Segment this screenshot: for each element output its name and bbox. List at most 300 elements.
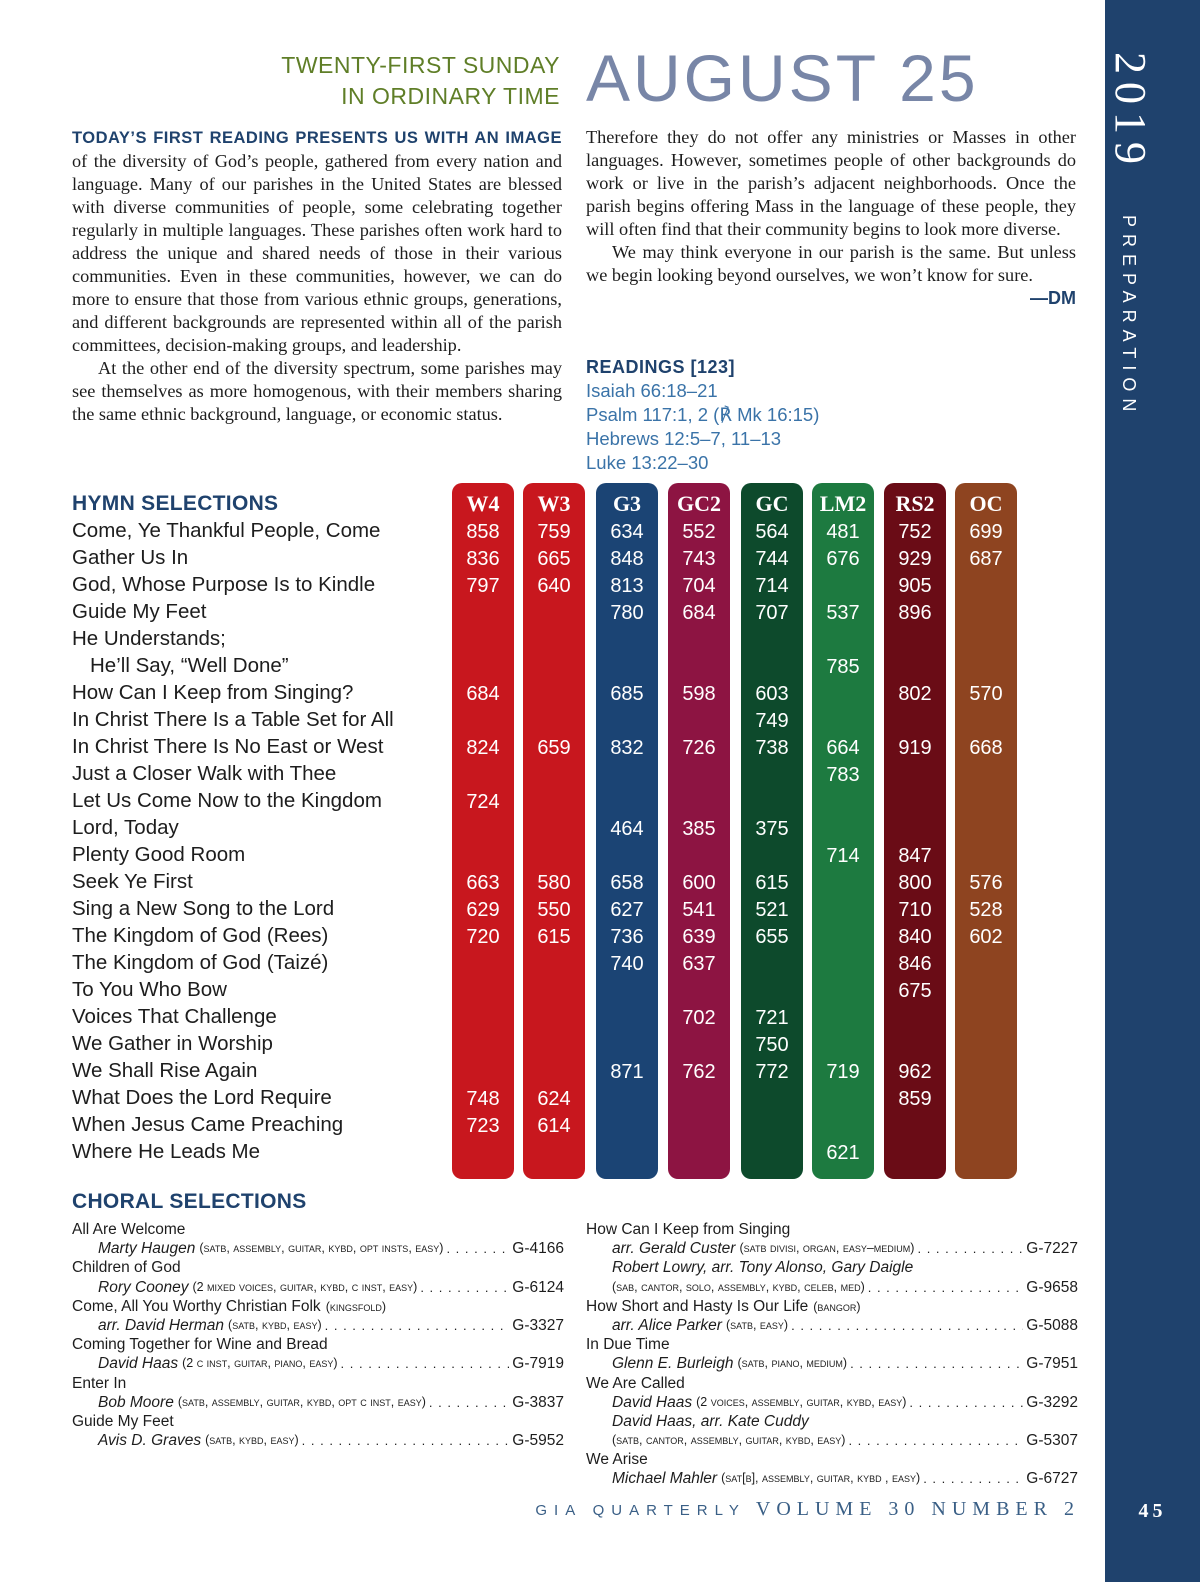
hymn-number: 598 xyxy=(682,683,716,705)
hymn-number xyxy=(596,843,658,870)
choral-arrangement xyxy=(586,1469,1078,1488)
hymn-number: 714 xyxy=(826,845,860,867)
hymn-number: 736 xyxy=(610,926,644,948)
hymn-number: 859 xyxy=(898,1088,932,1110)
hymn-number xyxy=(812,1113,874,1140)
hymn-number: 749 xyxy=(755,710,789,732)
choral-title-text: Coming Together for Wine and Bread xyxy=(72,1336,328,1354)
hymn-number: 624 xyxy=(537,1088,571,1110)
hymn-number xyxy=(523,1059,585,1086)
author-signature: —DM xyxy=(1030,288,1076,308)
choral-voicing: (satb, piano, medium) xyxy=(737,1356,848,1371)
hymn-number: 615 xyxy=(755,872,789,894)
hymn-number xyxy=(884,1032,946,1059)
hymn-title: He Understands; xyxy=(72,627,226,650)
choral-voicing: (sab, cantor, solo, assembly, kybd, celeb, med) xyxy=(612,1279,865,1294)
hymn-number xyxy=(452,978,514,1005)
article-paragraph-2-end: Therefore they do not offer any ministries or Masses in other languages. However, sometimes people of other backgrounds do work or live in the parish’s adjacent neighborhoods. Once the parish begins offering Mass in the language of these people, they will often find that their community begins to look more diverse. xyxy=(586,127,1076,239)
hymn-number xyxy=(452,843,514,870)
hymn-number: 655 xyxy=(755,926,789,948)
hymn-number: 896 xyxy=(898,602,932,624)
hymn-number: 637 xyxy=(682,953,716,975)
hymn-number: 464 xyxy=(610,818,644,840)
hymn-title: God, Whose Purpose Is to Kindle xyxy=(72,573,376,596)
choral-tune-name: (bangor) xyxy=(813,1299,861,1314)
hymn-number: 740 xyxy=(610,953,644,975)
page-footer xyxy=(460,1498,1080,1521)
hymn-number: 783 xyxy=(826,764,860,786)
hymn-number: 704 xyxy=(682,575,716,597)
hymn-number xyxy=(523,978,585,1005)
hymn-number: 905 xyxy=(898,575,932,597)
hymn-number xyxy=(596,978,658,1005)
choral-title-text: Children of God xyxy=(72,1259,181,1277)
hymn-number xyxy=(452,627,514,654)
dot-leader xyxy=(420,1278,509,1297)
choral-title xyxy=(586,1374,1078,1393)
hymn-number: 797 xyxy=(466,575,500,597)
hymn-number xyxy=(452,1005,514,1032)
hymnal-code: LM2 xyxy=(819,491,867,516)
liturgical-day xyxy=(230,50,560,112)
hymnal-code: W4 xyxy=(466,491,500,516)
sidebar-year: 2019 xyxy=(1106,52,1155,172)
hymn-number: 541 xyxy=(682,899,716,921)
octavo-code: G-4166 xyxy=(512,1240,564,1258)
dot-leader xyxy=(909,1393,1023,1412)
octavo-code: G-6124 xyxy=(512,1278,564,1296)
choral-title xyxy=(72,1412,564,1431)
hymn-number: 640 xyxy=(537,575,571,597)
hymn-number: 699 xyxy=(969,521,1003,543)
hymn-number: 720 xyxy=(466,926,500,948)
hymn-number xyxy=(884,762,946,789)
octavo-code: G-7919 xyxy=(512,1355,564,1373)
article-lead: TODAY’S FIRST READING PRESENTS US WITH AN IMAGE xyxy=(72,129,562,147)
hymn-title: He’ll Say, “Well Done” xyxy=(90,654,289,677)
hymnal-code: W3 xyxy=(537,491,571,516)
hymn-number: 580 xyxy=(537,872,571,894)
hymn-number xyxy=(668,789,730,816)
dot-leader xyxy=(429,1393,509,1412)
dot-leader xyxy=(923,1469,1023,1488)
hymn-title: To You Who Bow xyxy=(72,978,227,1001)
hymn-number xyxy=(812,1032,874,1059)
choral-credit: David Haas xyxy=(98,1355,179,1373)
hymn-number: 750 xyxy=(755,1034,789,1056)
hymn-number: 668 xyxy=(969,737,1003,759)
choral-title xyxy=(586,1220,1078,1239)
hymn-number: 762 xyxy=(682,1061,716,1083)
hymn-number xyxy=(741,789,803,816)
choral-voicing: (satb, assembly, guitar, kybd, opt c inst, easy) xyxy=(177,1394,426,1409)
reading-item: Psalm 117:1, 2 (℟ Mk 16:15) xyxy=(586,404,820,425)
hymn-number: 658 xyxy=(610,872,644,894)
hymn-number: 929 xyxy=(898,548,932,570)
hymn-number: 780 xyxy=(610,602,644,624)
hymn-number: 600 xyxy=(682,872,716,894)
choral-credit: Avis D. Graves xyxy=(98,1432,202,1450)
hymn-number xyxy=(668,1113,730,1140)
footer-volume: VOLUME 30 NUMBER 2 xyxy=(755,1498,1080,1520)
hymn-title: Let Us Come Now to the Kingdom xyxy=(72,789,382,812)
hymn-number: 564 xyxy=(755,521,789,543)
choral-title-text: Guide My Feet xyxy=(72,1412,174,1430)
hymn-number: 836 xyxy=(466,548,500,570)
choral-arrangement xyxy=(586,1431,1078,1450)
article-left-column xyxy=(72,126,562,426)
hymn-number: 748 xyxy=(466,1088,500,1110)
choral-title xyxy=(586,1450,1078,1469)
hymn-number xyxy=(523,789,585,816)
liturgical-day-line1: TWENTY-FIRST SUNDAY xyxy=(281,52,560,78)
hymn-number xyxy=(741,654,803,681)
choral-title-text: How Short and Hasty Is Our Life xyxy=(586,1297,809,1315)
hymn-number: 521 xyxy=(755,899,789,921)
hymn-number xyxy=(955,789,1017,816)
hymn-number xyxy=(523,1140,585,1167)
hymnal-column-w3 xyxy=(523,483,585,1179)
hymn-number xyxy=(812,1005,874,1032)
hymn-number xyxy=(955,816,1017,843)
hymn-number: 840 xyxy=(898,926,932,948)
hymn-number xyxy=(596,1086,658,1113)
hymn-number: 721 xyxy=(755,1007,789,1029)
choral-arrangement xyxy=(72,1278,564,1297)
hymn-number xyxy=(523,1032,585,1059)
hymnal-column-oc xyxy=(955,483,1017,1179)
hymn-number xyxy=(596,762,658,789)
hymnal-code: OC xyxy=(969,491,1003,516)
hymn-number xyxy=(884,627,946,654)
hymn-number: 800 xyxy=(898,872,932,894)
hymnal-code: GC xyxy=(755,491,789,516)
hymn-number xyxy=(452,654,514,681)
hymn-number xyxy=(812,1086,874,1113)
choral-title xyxy=(586,1297,1078,1316)
hymn-number xyxy=(452,762,514,789)
hymn-title: In Christ There Is a Table Set for All xyxy=(72,708,394,731)
hymn-title: The Kingdom of God (Rees) xyxy=(72,924,329,947)
page-date: AUGUST 25 xyxy=(586,41,979,115)
hymn-number xyxy=(812,816,874,843)
hymn-title: Lord, Today xyxy=(72,816,179,839)
hymn-number xyxy=(884,1005,946,1032)
hymn-number: 663 xyxy=(466,872,500,894)
hymn-number: 634 xyxy=(610,521,644,543)
reading-item: Isaiah 66:18–21 xyxy=(586,380,718,401)
hymnal-column-gc2 xyxy=(668,483,730,1179)
choral-credit: arr. Alice Parker xyxy=(612,1316,722,1334)
hymn-number xyxy=(955,708,1017,735)
choral-title-text: How Can I Keep from Singing xyxy=(586,1221,791,1238)
choral-arrangement xyxy=(72,1431,564,1450)
hymn-number: 602 xyxy=(969,926,1003,948)
dot-leader xyxy=(325,1316,510,1335)
hymn-number: 710 xyxy=(898,899,932,921)
hymn-number: 723 xyxy=(466,1115,500,1137)
choral-credit: David Haas, arr. Kate Cuddy xyxy=(612,1412,809,1430)
choral-title xyxy=(72,1374,564,1393)
liturgical-day-line2: IN ORDINARY TIME xyxy=(341,83,560,109)
hymn-number: 687 xyxy=(969,548,1003,570)
hymn-number: 481 xyxy=(826,521,860,543)
hymn-number xyxy=(884,654,946,681)
choral-title-text: We Arise xyxy=(586,1451,648,1469)
hymn-selections-heading: HYMN SELECTIONS xyxy=(72,492,279,515)
hymn-number xyxy=(668,1140,730,1167)
choral-voicing: (satb, easy) xyxy=(725,1317,789,1332)
hymn-number xyxy=(812,681,874,708)
choral-arrangement xyxy=(586,1258,1078,1277)
hymn-number xyxy=(955,843,1017,870)
hymn-number: 675 xyxy=(898,980,932,1002)
hymn-number: 744 xyxy=(755,548,789,570)
hymn-number: 772 xyxy=(755,1061,789,1083)
choral-credit: Michael Mahler xyxy=(612,1470,718,1488)
choral-selections-heading: CHORAL SELECTIONS xyxy=(72,1190,307,1213)
reading-item: Hebrews 12:5–7, 11–13 xyxy=(586,428,782,449)
choral-credit: Robert Lowry, arr. Tony Alonso, Gary Daigle xyxy=(612,1259,914,1277)
octavo-code: G-7227 xyxy=(1026,1240,1078,1258)
hymn-title: We Gather in Worship xyxy=(72,1032,273,1055)
hymn-number xyxy=(955,1140,1017,1167)
hymn-number: 743 xyxy=(682,548,716,570)
hymn-number: 537 xyxy=(826,602,860,624)
hymn-number: 848 xyxy=(610,548,644,570)
octavo-code: G-5307 xyxy=(1026,1432,1078,1450)
hymn-number xyxy=(668,978,730,1005)
hymn-title: How Can I Keep from Singing? xyxy=(72,681,354,704)
dot-leader xyxy=(341,1354,510,1373)
hymn-number: 824 xyxy=(466,737,500,759)
hymn-number: 629 xyxy=(466,899,500,921)
hymn-number xyxy=(596,1032,658,1059)
hymn-number xyxy=(596,654,658,681)
octavo-code: G-5952 xyxy=(512,1432,564,1450)
hymn-title: Guide My Feet xyxy=(72,600,207,623)
hymn-number xyxy=(596,1005,658,1032)
hymn-number xyxy=(523,951,585,978)
hymn-number xyxy=(668,1032,730,1059)
article-paragraph-3: We may think everyone in our parish is the same. But unless we begin looking beyond ourselves, we won’t know for sure. xyxy=(586,242,1076,285)
choral-title-text: All Are Welcome xyxy=(72,1221,186,1238)
hymnal-column-gc xyxy=(741,483,803,1179)
hymn-number: 684 xyxy=(682,602,716,624)
hymn-number: 550 xyxy=(537,899,571,921)
hymn-number xyxy=(955,978,1017,1005)
octavo-code: G-3327 xyxy=(512,1316,564,1334)
hymn-number xyxy=(812,708,874,735)
hymn-number xyxy=(523,762,585,789)
hymn-number xyxy=(812,573,874,600)
hymn-number: 752 xyxy=(898,521,932,543)
hymn-number xyxy=(812,978,874,1005)
choral-tune-name: (kingsfold) xyxy=(325,1299,387,1314)
dot-leader xyxy=(868,1278,1024,1297)
dot-leader xyxy=(302,1431,510,1450)
hymn-number: 603 xyxy=(755,683,789,705)
hymn-number xyxy=(523,681,585,708)
hymn-number xyxy=(523,1005,585,1032)
hymn-number xyxy=(955,627,1017,654)
choral-voicing: (2 c inst, guitar, piano, easy) xyxy=(182,1356,338,1371)
hymn-number xyxy=(523,600,585,627)
hymn-number xyxy=(452,951,514,978)
hymn-number: 576 xyxy=(969,872,1003,894)
hymn-number xyxy=(955,600,1017,627)
hymn-number xyxy=(668,762,730,789)
hymn-number xyxy=(452,816,514,843)
choral-arrangement xyxy=(72,1239,564,1258)
hymn-title: In Christ There Is No East or West xyxy=(72,735,384,758)
hymn-number: 759 xyxy=(537,521,571,543)
hymn-number: 385 xyxy=(682,818,716,840)
choral-title-text: Come, All You Worthy Christian Folk xyxy=(72,1297,321,1315)
hymn-number: 570 xyxy=(969,683,1003,705)
hymn-number xyxy=(741,1113,803,1140)
choral-title xyxy=(72,1220,564,1239)
choral-credit: Glenn E. Burleigh xyxy=(612,1355,734,1373)
hymn-number xyxy=(955,762,1017,789)
choral-title-text: We Are Called xyxy=(586,1374,685,1392)
choral-voicing: (sat[b], assembly, guitar, kybd , easy) xyxy=(721,1471,921,1486)
article-paragraph-2-start: At the other end of the diversity spectrum, some parishes may see themselves as more homogenous, with their members sharing the same ethnic background, language, or economic status. xyxy=(72,358,562,424)
hymn-number: 615 xyxy=(537,926,571,948)
hymn-title-list xyxy=(72,517,452,1165)
hymn-title: What Does the Lord Require xyxy=(72,1086,332,1109)
hymn-number: 738 xyxy=(755,737,789,759)
hymn-title: Seek Ye First xyxy=(72,870,193,893)
hymn-title: Just a Closer Walk with Thee xyxy=(72,762,337,785)
hymn-number xyxy=(884,708,946,735)
readings-block xyxy=(586,355,1046,475)
readings-heading: READINGS [123] xyxy=(586,357,736,377)
hymn-number xyxy=(523,708,585,735)
hymnal-column-g3 xyxy=(596,483,658,1179)
hymnal-code: RS2 xyxy=(895,491,935,516)
article-p1-text: of the diversity of God’s people, gathered from every nation and language. Many of our parishes in the United States are blessed with diverse communities of people, some celebrating together regularly in multiple languages. These parishes often work hard to address the unique and shared needs of those in their various communities. Even in these communities, however, we can do more to ensure that those from various ethnic groups, generations, and different backgrounds are represented within all of the parish committees, decision-making groups, and leadership. xyxy=(72,151,562,355)
hymn-number xyxy=(741,627,803,654)
hymn-number xyxy=(812,627,874,654)
hymn-number xyxy=(596,1113,658,1140)
hymn-number: 871 xyxy=(610,1061,644,1083)
hymn-number: 676 xyxy=(826,548,860,570)
hymn-number xyxy=(523,843,585,870)
choral-title xyxy=(72,1335,564,1354)
hymn-number xyxy=(668,654,730,681)
hymn-number: 858 xyxy=(466,521,500,543)
choral-list-right xyxy=(586,1220,1078,1489)
hymn-title: When Jesus Came Preaching xyxy=(72,1113,344,1136)
hymn-number xyxy=(955,1005,1017,1032)
hymn-number: 802 xyxy=(898,683,932,705)
choral-arrangement xyxy=(586,1354,1078,1373)
choral-voicing: (satb, cantor, assembly, guitar, kybd, easy) xyxy=(612,1433,846,1448)
hymn-number xyxy=(812,897,874,924)
choral-arrangement xyxy=(72,1393,564,1412)
hymn-number xyxy=(523,654,585,681)
choral-arrangement xyxy=(586,1412,1078,1431)
octavo-code: G-5088 xyxy=(1026,1316,1078,1334)
hymn-number: 627 xyxy=(610,899,644,921)
hymn-number xyxy=(955,1032,1017,1059)
choral-voicing: (satb, kybd, easy) xyxy=(228,1317,322,1332)
dot-leader xyxy=(446,1239,509,1258)
hymn-number: 528 xyxy=(969,899,1003,921)
choral-credit: Rory Cooney xyxy=(98,1278,189,1296)
dot-leader xyxy=(791,1316,1023,1335)
choral-title xyxy=(72,1297,564,1316)
hymn-number: 813 xyxy=(610,575,644,597)
hymn-number xyxy=(955,1059,1017,1086)
article-right-column xyxy=(586,126,1076,310)
hymn-number: 552 xyxy=(682,521,716,543)
dot-leader xyxy=(850,1354,1023,1373)
choral-arrangement xyxy=(586,1278,1078,1297)
hymn-number: 832 xyxy=(610,737,644,759)
dot-leader xyxy=(848,1431,1023,1450)
choral-arrangement xyxy=(586,1316,1078,1335)
hymn-number: 714 xyxy=(755,575,789,597)
hymn-number: 639 xyxy=(682,926,716,948)
hymn-title: We Shall Rise Again xyxy=(72,1059,258,1082)
hymn-title: Voices That Challenge xyxy=(72,1005,277,1028)
hymn-number xyxy=(668,1086,730,1113)
hymn-number xyxy=(884,1140,946,1167)
choral-list-left xyxy=(72,1220,564,1450)
sidebar-label: PREPARATION xyxy=(1119,215,1139,419)
hymn-number xyxy=(955,573,1017,600)
choral-voicing: (2 mixed voices, guitar, kybd, c inst, easy) xyxy=(192,1279,418,1294)
hymn-number xyxy=(452,1059,514,1086)
hymn-number xyxy=(668,708,730,735)
hymn-number xyxy=(955,951,1017,978)
choral-credit: Bob Moore xyxy=(98,1393,174,1411)
hymn-number xyxy=(741,978,803,1005)
hymn-number xyxy=(812,951,874,978)
hymn-number: 685 xyxy=(610,683,644,705)
octavo-code: G-6727 xyxy=(1026,1470,1078,1488)
hymn-number: 665 xyxy=(537,548,571,570)
hymn-number: 847 xyxy=(898,845,932,867)
hymn-number xyxy=(668,843,730,870)
choral-voicing: (2 voices, assembly, guitar, kybd, easy) xyxy=(696,1394,907,1409)
hymn-number xyxy=(955,654,1017,681)
hymn-number: 724 xyxy=(466,791,500,813)
hymn-number xyxy=(884,816,946,843)
hymn-title: The Kingdom of God (Taizé) xyxy=(72,951,329,974)
choral-voicing: (satb, kybd, easy) xyxy=(205,1433,299,1448)
hymn-number xyxy=(741,951,803,978)
choral-arrangement xyxy=(586,1393,1078,1412)
choral-credit: arr. David Herman xyxy=(98,1316,225,1334)
choral-title xyxy=(72,1258,564,1277)
hymn-number: 726 xyxy=(682,737,716,759)
hymn-number xyxy=(741,843,803,870)
hymn-number xyxy=(596,708,658,735)
hymn-number xyxy=(884,1113,946,1140)
article-paragraph-1 xyxy=(72,126,562,357)
choral-title xyxy=(586,1335,1078,1354)
hymn-number: 614 xyxy=(537,1115,571,1137)
hymnal-column-rs2 xyxy=(884,483,946,1179)
hymn-number xyxy=(812,924,874,951)
hymnal-column-w4 xyxy=(452,483,514,1179)
hymn-number xyxy=(452,1032,514,1059)
octavo-code: G-9658 xyxy=(1026,1278,1078,1296)
octavo-code: G-3292 xyxy=(1026,1393,1078,1411)
